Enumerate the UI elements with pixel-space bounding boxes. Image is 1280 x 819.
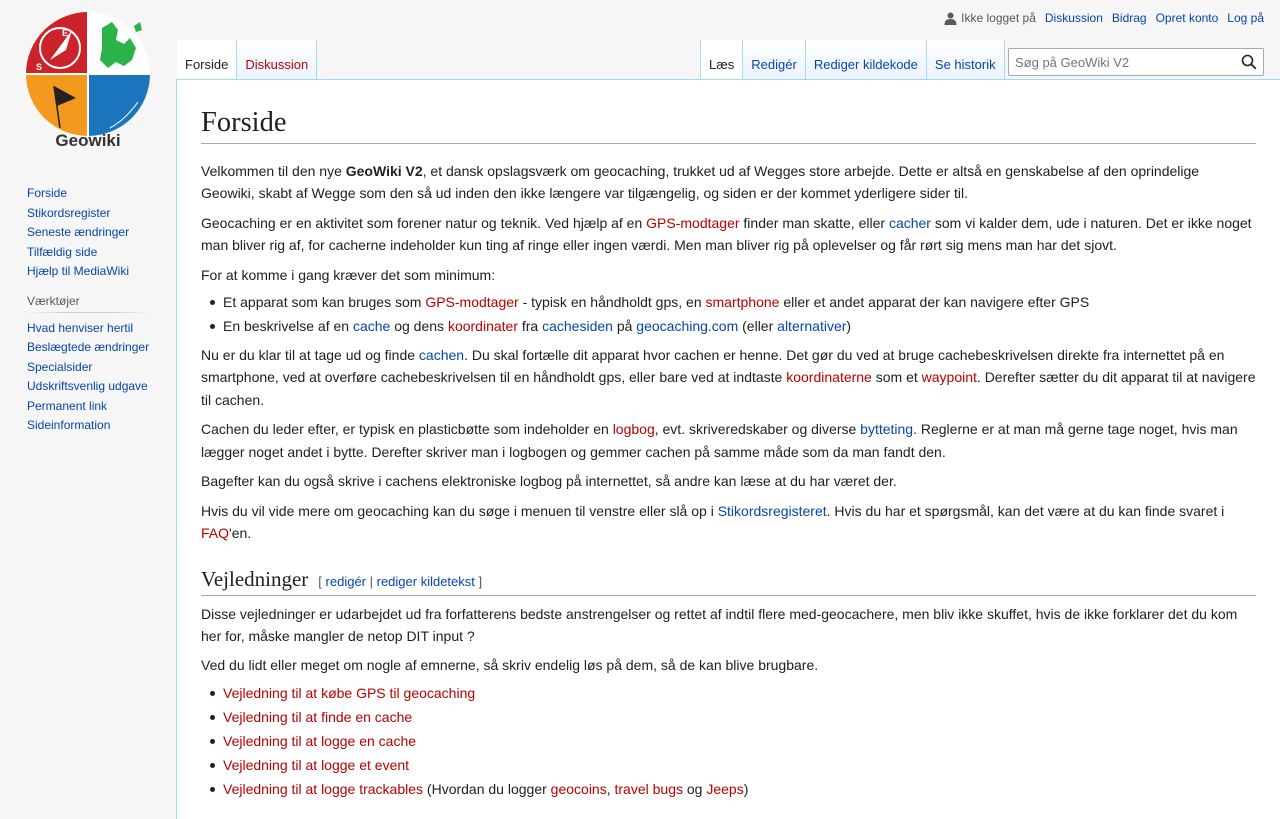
separator: | xyxy=(366,574,377,590)
guide-link-log-cache[interactable]: Vejledning til at logge en cache xyxy=(223,732,417,749)
sidebar-item-recent-changes[interactable]: Seneste ændringer xyxy=(27,225,130,239)
link-coordinates[interactable]: koordinater xyxy=(447,318,518,335)
page-body xyxy=(201,160,1256,800)
search-input[interactable] xyxy=(1009,49,1229,75)
text: på xyxy=(612,318,637,335)
link-faq[interactable]: FAQ xyxy=(201,524,230,541)
sidebar-item-main-page[interactable]: Forside xyxy=(27,186,68,200)
edit-section-link[interactable]: redigér xyxy=(325,574,366,590)
text: Cachen du leder efter, er typisk en plasticbøtte som indeholder en xyxy=(201,421,613,438)
logo-text: Geowiki xyxy=(55,131,121,150)
text: , evt. skriveredskaber og diverse xyxy=(654,421,861,438)
bracket: [ xyxy=(318,574,326,590)
tab-page[interactable]: Forside xyxy=(177,40,237,80)
text: . Reglerne er at man må gerne tage noget, hvis man lægger noget andet i bytte. Derefter skriver man i logbogen og gemmer cachen på samme måde som da man fandt den. xyxy=(201,421,1238,460)
link-jeeps[interactable]: Jeeps xyxy=(706,780,744,797)
contributions-link[interactable]: Bidrag xyxy=(1111,11,1147,25)
text: som vi kalder dem, ude i naturen. Det er ikke noget man bliver rig af, for cacherne indeholder kun ting af ringe eller ingen værdi. Men man bliver rig på oplevelser og får rørt sig mens man har det sjovt. xyxy=(201,214,1252,254)
guide-link-find-cache[interactable]: Vejledning til at finde en cache xyxy=(223,708,413,725)
paragraph: Ved du lidt eller meget om nogle af emnerne, så skriv endelig løs på dem, så de kan blive brugbare. xyxy=(201,657,819,674)
not-logged-in-label: Ikke logget på xyxy=(961,11,1036,25)
text: Velkommen til den nye xyxy=(201,163,346,180)
tools-heading: Værktøjer xyxy=(27,294,151,313)
guide-link-log-event[interactable]: Vejledning til at logge et event xyxy=(223,756,410,773)
text: som et xyxy=(871,369,922,386)
paragraph xyxy=(201,212,1256,257)
geowiki-logo-icon xyxy=(20,8,156,152)
text: ) xyxy=(743,780,749,797)
view-tabs xyxy=(700,40,1005,80)
text: En beskrivelse af en xyxy=(223,318,353,335)
navigation-portal xyxy=(27,184,151,282)
text: eller et andet apparat der kan navigere efter GPS xyxy=(779,294,1090,311)
guides-list xyxy=(223,682,1256,800)
sidebar-item-permanent-link[interactable]: Permanent link xyxy=(27,398,108,413)
paragraph xyxy=(201,500,1256,545)
edit-section-source-link[interactable]: rediger kildetekst xyxy=(376,574,475,590)
tab-history[interactable]: Se historik xyxy=(927,40,1005,80)
sidebar-item-random-page[interactable]: Tilfældig side xyxy=(27,244,98,259)
link-cacher[interactable]: cacher xyxy=(888,214,931,231)
personal-tools xyxy=(944,11,1264,25)
svg-text:S: S xyxy=(36,62,43,72)
text: finder man skatte, eller xyxy=(739,214,889,231)
list-item xyxy=(223,778,1256,800)
login-link[interactable]: Log på xyxy=(1227,11,1264,25)
paragraph xyxy=(201,418,1256,463)
guide-link-log-trackables[interactable]: Vejledning til at logge trackables xyxy=(223,780,424,797)
link-travel-bugs[interactable]: travel bugs xyxy=(614,780,683,797)
text: (Hvordan du logger xyxy=(423,780,551,797)
text: Hvis du vil vide mere om geocaching kan du søge i menuen til venstre eller slå op i xyxy=(201,502,718,519)
link-smartphone[interactable]: smartphone xyxy=(705,294,780,311)
link-logbog[interactable]: logbog xyxy=(612,421,655,438)
paragraph: Bagefter kan du også skrive i cachens elektroniske logbog på internettet, så andre kan læse at du har været der. xyxy=(201,473,897,490)
bracket: ] xyxy=(474,574,483,590)
link-gps-receiver[interactable]: GPS-modtager xyxy=(646,214,740,231)
user-icon xyxy=(944,12,957,25)
site-name-bold: GeoWiki V2 xyxy=(345,163,423,180)
content xyxy=(176,79,1280,819)
tab-read[interactable]: Læs xyxy=(700,40,743,80)
text: Geocaching er en aktivitet som forener natur og teknik. Ved hjælp af en xyxy=(201,214,647,231)
text: . Derefter sætter du dit apparat til at navigere til cachen. xyxy=(201,369,1256,408)
sidebar-item-page-info[interactable]: Sideinformation xyxy=(27,418,111,432)
section-title: Vejledninger xyxy=(201,567,309,592)
tab-edit-source[interactable]: Rediger kildekode xyxy=(806,40,927,80)
edit-section xyxy=(318,574,482,589)
text: 'en. xyxy=(229,524,252,541)
sidebar-item-related-changes[interactable]: Beslægtede ændringer xyxy=(27,340,150,354)
link-waypoint[interactable]: waypoint xyxy=(921,369,977,386)
text: , et dansk opslagsværk om geocaching, trukket ud af Wegges store arbejde. Dette er altså en genskabelse af den oprindelige Geowiki, skabt af Wegge som den så ud inden den ikke længere var tilgængelig, og siden er der kommet yderligere sider til. xyxy=(201,163,1200,202)
site-logo[interactable] xyxy=(20,8,156,152)
svg-text:E: E xyxy=(62,28,69,38)
requirements-list xyxy=(223,291,1256,337)
link-index[interactable]: Stikordsregisteret xyxy=(717,502,827,519)
paragraph xyxy=(201,344,1256,411)
list-item xyxy=(223,730,1256,752)
link-geocoins[interactable]: geocoins xyxy=(550,780,607,797)
section-heading-guides xyxy=(201,566,1256,595)
list-item xyxy=(223,682,1256,704)
sidebar xyxy=(0,184,176,436)
text: . Hvis du har et spørgsmål, kan det være at du kan finde svaret i xyxy=(826,502,1225,519)
sidebar-item-help[interactable]: Hjælp til MediaWiki xyxy=(27,264,130,278)
sidebar-item-printable[interactable]: Udskriftsvenlig udgave xyxy=(27,379,148,393)
text: (eller xyxy=(738,318,778,335)
text: - typisk en håndholdt gps, en xyxy=(518,294,706,311)
link-gps-receiver[interactable]: GPS-modtager xyxy=(425,294,519,311)
link-alternatives[interactable]: alternativer xyxy=(777,318,847,335)
search-icon xyxy=(1241,54,1257,70)
link-cachen[interactable]: cachen xyxy=(418,347,465,364)
text: ) xyxy=(846,318,852,335)
list-item xyxy=(223,291,1256,313)
link-koordinaterne[interactable]: koordinaterne xyxy=(786,369,872,386)
text: . Du skal fortælle dit apparat hvor cachen er henne. Det gør du ved at bruge cachebeskrivelsen direkte fra internettet på en smartphone, ved at overføre cachebeskrivelsen til en håndholdt gps, eller bare ved at indtaste xyxy=(201,347,1225,386)
text: Et apparat som kan bruges som xyxy=(223,294,426,311)
tools-portal xyxy=(27,294,151,436)
tab-edit[interactable]: Redigér xyxy=(743,40,806,80)
link-cache[interactable]: cache xyxy=(352,318,391,335)
link-geocaching-com[interactable]: geocaching.com xyxy=(636,318,739,335)
list-item xyxy=(223,706,1256,728)
text: og dens xyxy=(390,318,448,335)
search-button[interactable] xyxy=(1241,54,1257,70)
guide-link-buy-gps[interactable]: Vejledning til at købe GPS til geocaching xyxy=(223,684,476,701)
page-title: Forside xyxy=(201,100,1256,144)
sidebar-item-what-links-here[interactable]: Hvad henviser hertil xyxy=(27,320,134,335)
create-account-link[interactable]: Opret konto xyxy=(1155,11,1219,25)
sidebar-item-special-pages[interactable]: Specialsider xyxy=(27,359,93,374)
link-bytteting[interactable]: bytteting xyxy=(860,421,914,438)
list-item xyxy=(223,754,1256,776)
paragraph: Disse vejledninger er udarbejdet ud fra forfatterens bedste anstrengelser og rettet af indtil flere med-geocachere, men bliv ikke skuffet, hvis de ikke forklarer det du kom her for, måske mangler de netop DIT input ? xyxy=(201,605,1238,645)
intro-paragraph xyxy=(201,160,1256,205)
text: og xyxy=(682,780,707,797)
tab-discussion[interactable]: Diskussion xyxy=(237,40,317,80)
text: , xyxy=(606,780,615,797)
search-box xyxy=(1008,48,1264,76)
sidebar-item-index[interactable]: Stikordsregister xyxy=(27,205,111,220)
text: Nu er du klar til at tage ud og finde xyxy=(201,347,419,364)
paragraph: For at komme i gang kræver det som minimum: xyxy=(201,266,496,283)
list-item xyxy=(223,315,1256,337)
text: fra xyxy=(517,318,543,335)
link-cache-page[interactable]: cachesiden xyxy=(542,318,613,335)
namespace-tabs xyxy=(177,40,317,80)
user-talk-link[interactable]: Diskussion xyxy=(1044,11,1103,25)
